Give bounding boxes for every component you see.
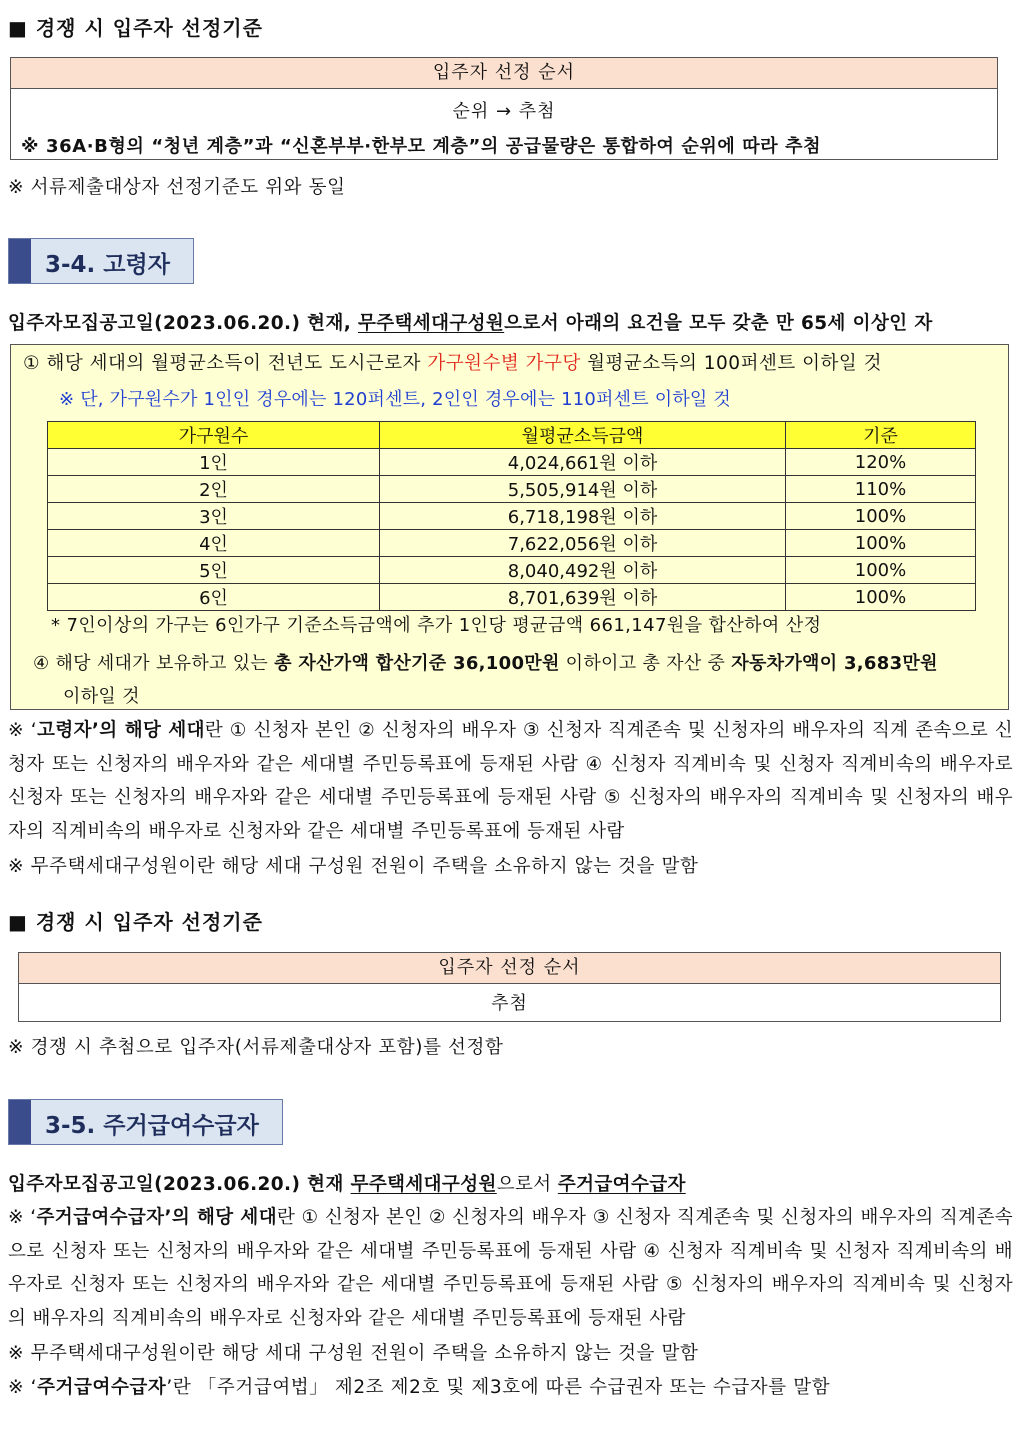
- intro-part: 으로서: [496, 1174, 558, 1195]
- condition-4-asset-limit: 총 자산가액 합산기준 36,100만원: [274, 653, 560, 674]
- table-cell: 110%: [786, 476, 976, 503]
- condition-4-end: 이하일 것: [63, 686, 140, 707]
- definition-term: 주거급여수급자: [37, 1377, 167, 1398]
- definition-body: ’란 「주거급여법」 제2조 제2호 및 제3호에 따른 수급권자 또는 수급자를 말함: [166, 1377, 831, 1398]
- table-cell: 8,701,639원 이하: [380, 584, 786, 611]
- condition-4: [33, 647, 1005, 713]
- definition-term-suffix: ’의 해당 세대: [91, 720, 205, 741]
- table-cell: 6인: [48, 584, 380, 611]
- table-cell: 100%: [786, 503, 976, 530]
- selection-order-note: ※ 36A·B형의 “청년 계층”과 “신혼부부·한부모 계층”의 공급물량은 통합하여 순위에 따라 추첨: [21, 136, 822, 157]
- table-cell: 100%: [786, 530, 976, 557]
- income-table-header: 기준: [786, 422, 976, 449]
- condition-1-highlight: 가구원수별 가구당: [427, 353, 581, 374]
- table-cell: 4인: [48, 530, 380, 557]
- condition-4-part: ④ 해당 세대가 보유하고 있는: [33, 653, 275, 674]
- document-submission-note: ※ 서류제출대상자 선정기준도 위와 동일: [8, 177, 346, 198]
- income-table-header: 월평균소득금액: [380, 422, 786, 449]
- table-row: [48, 557, 976, 584]
- lottery-note: ※ 경쟁 시 추첨으로 입주자(서류제출대상자 포함)를 선정함: [8, 1037, 504, 1058]
- table-row: [48, 476, 976, 503]
- selection-order-value: 순위 → 추첨: [452, 101, 556, 122]
- section-title-elderly-text: 3-4. 고령자: [45, 252, 170, 278]
- table-cell: 5,505,914원 이하: [380, 476, 786, 503]
- table-cell: 4,024,661원 이하: [380, 449, 786, 476]
- table-cell: 6,718,198원 이하: [380, 503, 786, 530]
- selection-order-box: [10, 57, 998, 160]
- table-row: [48, 584, 976, 611]
- intro-homeless: 무주택세대구성원: [350, 1174, 497, 1195]
- section-heading-selection: ■ 경쟁 시 입주자 선정기준: [8, 910, 263, 934]
- selection-order-header: 입주자 선정 순서: [11, 58, 997, 89]
- income-table-header: 가구원수: [48, 422, 380, 449]
- table-cell: 5인: [48, 557, 380, 584]
- table-cell: 1인: [48, 449, 380, 476]
- elderly-household-definition: [8, 714, 1013, 848]
- condition-1-prefix: ① 해당 세대의 월평균소득이 전년도 도시근로자: [23, 353, 428, 374]
- section-heading-selection: ■ 경쟁 시 입주자 선정기준: [8, 16, 263, 40]
- definition-term: 고령자: [37, 720, 92, 741]
- condition-1-exception: ※ 단, 가구원수가 1인인 경우에는 120퍼센트, 2인인 경우에는 110퍼센트 이하일 것: [59, 389, 732, 410]
- intro-recipient: 주거급여수급자: [557, 1174, 686, 1195]
- selection-order-value: 추첨: [491, 993, 528, 1014]
- selection-order-header: 입주자 선정 순서: [19, 953, 1000, 984]
- table-cell: 120%: [786, 449, 976, 476]
- seven-plus-household-note: * 7인이상의 가구는 6인가구 기준소득금액에 추가 1인당 평균금액 661,147원을 합산하여 산정: [51, 615, 822, 636]
- section-title-housing-benefit: [8, 1099, 283, 1145]
- elderly-intro-suffix: 으로서 아래의 요건을 모두 갖춘 만 65세 이상인 자: [504, 313, 933, 334]
- table-row: [48, 449, 976, 476]
- condition-4-part: 이하이고 총 자산 중: [559, 653, 732, 674]
- table-cell: 100%: [786, 584, 976, 611]
- definition-body: 란 ① 신청자 본인 ② 신청자의 배우자 ③ 신청자 직계존속 및 신청자의 배우자의 직계 존속으로 신청자 또는 신청자의 배우자와 같은 세대별 주민등록표에 등재된 사람 ④ 신청자 직계비속 및 신청자 직계비속의 배우자로 신청자 또는 신청자의 배우자와 같은 세대별 주민등록표에 등재된 사람 ⑤ 신청자의 배우자의 직계비속 및 신청자의 배우자의 직계비속의 배우자로 신청자와 같은 세대별 주민등록표에 등재된 사람: [8, 720, 1013, 842]
- condition-1-suffix: 월평균소득의 100퍼센트 이하일 것: [580, 353, 882, 374]
- condition-1: [23, 349, 882, 375]
- definition-term: 주거급여수급자: [36, 1207, 165, 1228]
- housing-benefit-household-definition: [8, 1201, 1013, 1335]
- definition-part: ※ ‘: [8, 720, 38, 741]
- elderly-intro-prefix: 입주자모집공고일(2023.06.20.) 현재,: [8, 313, 358, 334]
- homeless-definition-note: ※ 무주택세대구성원이란 해당 세대 구성원 전원이 주택을 소유하지 않는 것을 말함: [8, 1343, 699, 1364]
- table-cell: 7,622,056원 이하: [380, 530, 786, 557]
- housing-benefit-intro: [8, 1170, 686, 1196]
- intro-part: 입주자모집공고일(2023.06.20.) 현재: [8, 1174, 351, 1195]
- elderly-intro: [8, 309, 933, 335]
- section-title-elderly: [8, 238, 194, 284]
- income-table: [47, 421, 976, 611]
- definition-body: 란 ① 신청자 본인 ② 신청자의 배우자 ③ 신청자 직계존속 및 신청자의 배우자의 직계존속으로 신청자 또는 신청자의 배우자와 같은 세대별 주민등록표에 등재된 사람 ④ 신청자 직계비속 및 신청자 직계비속의 배우자로 신청자 또는 신청자의 배우자와 같은 세대별 주민등록표에 등재된 사람 ⑤ 신청자의 배우자의 직계비속 및 신청자의 배우자의 직계비속의 배우자로 신청자와 같은 세대별 주민등록표에 등재된 사람: [8, 1207, 1013, 1329]
- table-row: [48, 503, 976, 530]
- elderly-intro-homeless: 무주택세대구성원: [358, 313, 505, 334]
- definition-term-suffix: ’의 해당 세대: [164, 1207, 277, 1228]
- selection-order-box: [18, 952, 1001, 1022]
- section-title-housing-benefit-text: 3-5. 주거급여수급자: [45, 1113, 259, 1139]
- table-cell: 2인: [48, 476, 380, 503]
- table-row: [48, 530, 976, 557]
- housing-benefit-recipient-definition: [8, 1373, 830, 1399]
- definition-part: ※ ‘: [8, 1207, 37, 1228]
- definition-part: ※ ‘: [8, 1377, 38, 1398]
- table-cell: 3인: [48, 503, 380, 530]
- table-cell: 100%: [786, 557, 976, 584]
- table-cell: 8,040,492원 이하: [380, 557, 786, 584]
- homeless-definition-note: ※ 무주택세대구성원이란 해당 세대 구성원 전원이 주택을 소유하지 않는 것을 말함: [8, 856, 699, 877]
- elderly-conditions-box: [10, 344, 1009, 710]
- condition-4-vehicle-limit: 자동차가액이 3,683만원: [731, 653, 938, 674]
